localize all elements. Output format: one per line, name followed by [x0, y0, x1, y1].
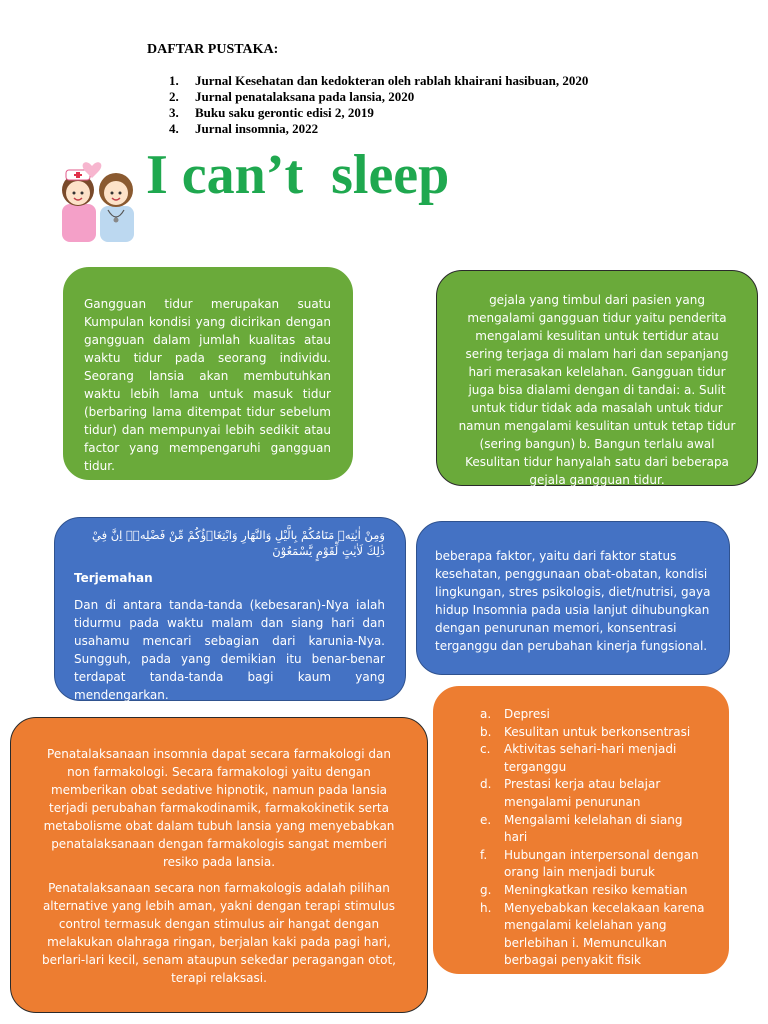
non-pharmacologic-text: Penatalaksanaan secara non farmakologis adalah pilihan alternative yang lebih aman, yakni dengan terapi stimulus control termasuk dengan stimulus air hangat dengan melakukan olahraga ringan, berjalan kaki pada pagi hari, berlari-lari kecil, senam ataupun sekedar peragangan otot, terapi relaksasi.	[42, 881, 396, 985]
list-item: a. Depresi	[480, 707, 550, 721]
reference-item: 4. Jurnal insomnia, 2022	[169, 121, 319, 136]
effects-list	[460, 706, 708, 970]
reference-item: 1. Jurnal Kesehatan dan kedokteran oleh rablah khairani hasibuan, 2020	[169, 73, 589, 88]
references-heading: DAFTAR PUSTAKA:	[147, 42, 279, 57]
symptoms-card	[436, 270, 758, 486]
factors-card	[416, 521, 730, 675]
list-item: b. Kesulitan untuk berkonsentrasi	[480, 724, 691, 739]
effects-card	[433, 686, 729, 974]
factors-text: beberapa faktor, yaitu dari faktor status kesehatan, penggunaan obat-obatan, kondisi lingkungan, stres psikologis, diet/nutrisi, gaya hidup Insomnia pada usia lanjut dihubungkan dengan penurunan memori, konsentrasi terganggu dan perubahan kinerja fungsional.	[435, 549, 711, 653]
list-item: g. Meningkatkan resiko kematian	[480, 882, 688, 897]
reference-item: 3. Buku saku gerontic edisi 2, 2019	[169, 105, 374, 120]
management-card	[10, 717, 428, 1013]
list-item: e. Mengalami kelelahan di siang hari	[480, 812, 683, 845]
list-item: h. Menyebabkan kecelakaan karena mengalami kelelahan yang berlebihan i. Memunculkan berbagai penyakit fisik	[480, 900, 705, 968]
references-list	[147, 73, 588, 137]
list-item: d. Prestasi kerja atau belajar mengalami penurunan	[480, 777, 661, 809]
page-title: I can’t sleep	[146, 144, 450, 206]
definition-card	[63, 267, 353, 480]
list-item: f. Hubungan interpersonal dengan orang lain menjadi buruk	[480, 847, 699, 880]
reference-item: 2. Jurnal penatalaksana pada lansia, 2020	[169, 89, 415, 104]
list-item: c. Aktivitas sehari-hari menjadi terganggu	[480, 742, 677, 774]
pharmacologic-text: Penatalaksanaan insomnia dapat secara farmakologi dan non farmakologi. Secara farmakologi yaitu dengan memberikan obat sedative hipnotik, namun pada lansia terjadi perubahan farmakodinamik, farmakokinetik serta metabolisme obat dalam tubuh lansia yang menyebabkan penatalaksanaan dengan farmakologis sangat memberi resiko pada lansia.	[43, 747, 395, 869]
nurse-kids-illustration	[56, 158, 140, 246]
symptoms-text: gejala yang timbul dari pasien yang mengalami gangguan tidur yaitu penderita mengalami kesulitan untuk tertidur atau sering terjaga di malam hari dan sepanjang hari merasakan kelelahan. Gangguan tidur juga bisa dialami dengan di tandai: a. Sulit untuk tidur tidak ada masalah untuk tidur namun mengalami kesulitan untuk tetap tidur (sering bangun) b. Bangun terlalu awal Kesulitan tidur hanyalah satu dari beberapa gejala gangguan tidur.	[458, 293, 736, 487]
definition-text: Gangguan tidur merupakan suatu Kumpulan kondisi yang dicirikan dengan gangguan dalam jumlah kualitas atau waktu tidur pada seorang individu. Seorang lansia akan membutuhkan waktu lebih lama untuk masuk tidur (berbaring lama ditempat tidur sebelum tidur) dan mempunyai lebih sedikit atau factor yang mempengaruhi gangguan tidur.	[84, 297, 331, 473]
verse-card	[54, 517, 406, 701]
translation-heading: Terjemahan	[74, 571, 153, 585]
translation-text: Dan di antara tanda-tanda (kebesaran)-Nya ialah tidurmu pada waktu malam dan siang hari dan usahamu mencari sebagian dari karunia-Nya. Sungguh, pada yang demikian itu benar-benar terdapat tanda-tanda bagi kaum yang mendengarkan.	[74, 598, 385, 702]
arabic-verse: وَمِنْ اٰيٰتِهٖ مَنَامُكُمْ بِالَّيْلِ وَالنَّهَارِ وَابْتِغَاۤؤُكُمْ مِّنْ فَضْلِهٖۗ اِنَّ فِيْ ذٰلِكَ لَاٰيٰتٍ لِّقَوْمٍ يَّسْمَعُوْنَ	[91, 528, 385, 558]
